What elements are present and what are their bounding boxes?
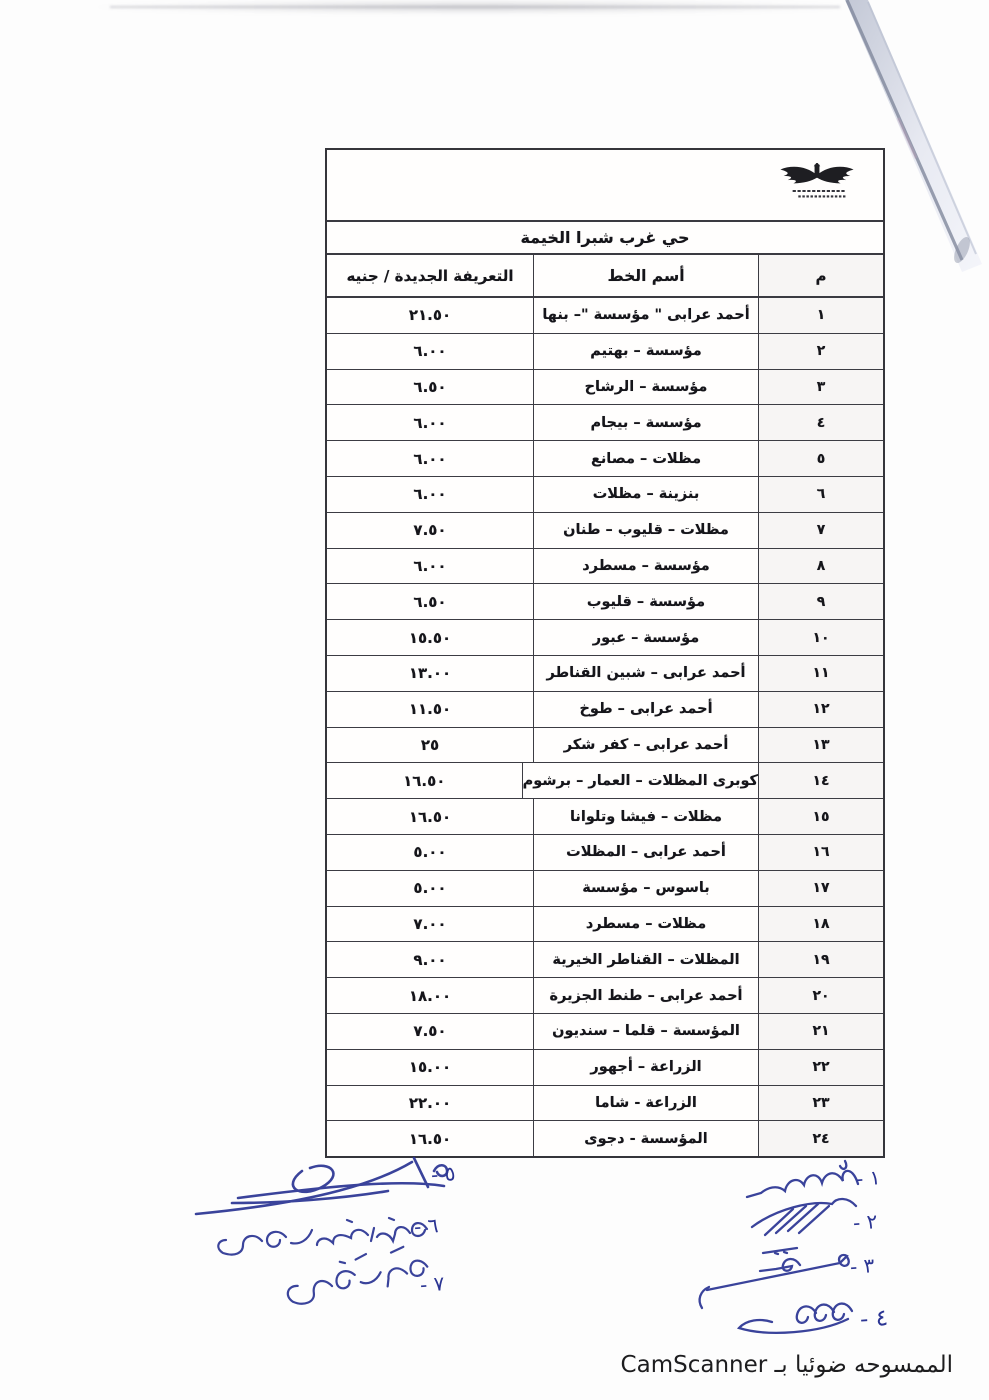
col-header-line-name: أسم الخط: [533, 255, 758, 296]
row-serial: ١٥: [758, 799, 883, 834]
row-tariff: ١٥.٥٠: [408, 628, 452, 647]
table-row: [327, 549, 883, 585]
row-line-name: مؤسسة – الرشاح: [533, 370, 758, 405]
signature-number-6: ٦ -: [413, 1213, 440, 1239]
row-serial: ١٩: [758, 942, 883, 977]
row-tariff: ١٦.٥٠: [408, 1129, 452, 1148]
row-serial: ١: [758, 298, 883, 333]
row-serial: ٦: [758, 477, 883, 512]
row-serial: ١٤: [758, 763, 883, 798]
table-row: [327, 477, 883, 513]
row-tariff: ٧.٥٠: [413, 1022, 447, 1041]
col-header-tariff: التعريفة الجديدة / جنيه: [346, 266, 514, 285]
col-header-serial: م: [758, 255, 883, 296]
row-tariff: ٢٥: [420, 735, 440, 754]
row-serial: ٩: [758, 584, 883, 619]
row-line-name: مظلات – مصانع: [533, 441, 758, 476]
table-row: [327, 620, 883, 656]
row-line-name: المظلات – القناطر الخيرية: [533, 942, 758, 977]
row-serial: ١٠: [758, 620, 883, 655]
table-row: [327, 405, 883, 441]
table-row: [327, 692, 883, 728]
table-row: [327, 298, 883, 334]
row-tariff: ٥.٠٠: [413, 879, 447, 898]
signature-number-2: ٢ -: [852, 1209, 879, 1235]
table-row: [327, 513, 883, 549]
table-row: [327, 1121, 883, 1156]
row-serial: ٣: [758, 370, 883, 405]
row-line-name: أحمد عرابى – شبين القناطر: [533, 656, 758, 691]
row-tariff: ٦.٠٠: [413, 449, 447, 468]
row-tariff: ٧.٠٠: [413, 914, 447, 933]
row-tariff: ١٦.٥٠: [403, 771, 446, 790]
row-tariff: ٦.٥٠: [413, 592, 447, 611]
logo-row: [327, 150, 883, 222]
row-serial: ٢٢: [758, 1050, 883, 1085]
row-line-name: مؤسسة – مسطرد: [533, 549, 758, 584]
camscanner-footer: الممسوحه ضوئيا بـ CamScanner: [620, 1352, 953, 1378]
signature-number-3: ٣ -: [849, 1253, 876, 1279]
row-serial: ٥: [758, 441, 883, 476]
row-line-name: المؤسسة - دجوى: [533, 1121, 758, 1156]
row-tariff: ١٨.٠٠: [408, 986, 452, 1005]
row-tariff: ٦.٠٠: [413, 556, 447, 575]
row-line-name: الزراعة - شاما: [533, 1086, 758, 1121]
signature-number-5: ٥ -: [430, 1161, 457, 1187]
row-line-name: مؤسسة – قليوب: [533, 584, 758, 619]
district-title: حي غرب شبرا الخيمة: [520, 228, 690, 247]
table-row: [327, 656, 883, 692]
table-row: [327, 441, 883, 477]
table-row: [327, 799, 883, 835]
row-line-name: أحمد عرابى – طنط الجزيرة: [533, 978, 758, 1013]
signature-number-7: ٧ -: [419, 1271, 446, 1297]
row-serial: ٢٤: [758, 1121, 883, 1156]
row-line-name: مظلات – فيشا وتلوانا: [533, 799, 758, 834]
row-serial: ٢١: [758, 1014, 883, 1049]
row-line-name: بنزينة – مظلات: [533, 477, 758, 512]
table-row: [327, 871, 883, 907]
row-line-name: أحمد عرابى – كفر شكر: [533, 728, 758, 763]
table-row: [327, 942, 883, 978]
row-line-name: مؤسسة – بهتيم: [533, 334, 758, 369]
table-row: [327, 370, 883, 406]
row-serial: ٢: [758, 334, 883, 369]
row-tariff: ٦.٥٠: [413, 377, 447, 396]
row-serial: ٨: [758, 549, 883, 584]
row-line-name: أحمد عرابى " مؤسسة "– بنها: [533, 298, 758, 333]
row-tariff: ١٣.٠٠: [408, 664, 452, 683]
row-serial: ٢٠: [758, 978, 883, 1013]
row-line-name: باسوس – مؤسسة: [533, 871, 758, 906]
row-tariff: ٩.٠٠: [413, 950, 447, 969]
row-serial: ١٦: [758, 835, 883, 870]
row-serial: ٢٣: [758, 1086, 883, 1121]
row-tariff: ٥.٠٠: [413, 843, 447, 862]
row-line-name: المؤسسة – قلما – سنديون: [533, 1014, 758, 1049]
table-row: [327, 1050, 883, 1086]
row-tariff: ٦.٠٠: [413, 342, 447, 361]
table-row: [327, 1086, 883, 1122]
table-row: [327, 978, 883, 1014]
signature-number-1: ١ -: [855, 1165, 882, 1191]
row-tariff: ١١.٥٠: [408, 700, 452, 719]
transport-authority-logo: [770, 163, 864, 215]
table-body: [327, 298, 883, 1156]
row-line-name: مؤسسة – بيجام: [533, 405, 758, 440]
table-row: [327, 728, 883, 764]
row-tariff: ٧.٥٠: [413, 521, 447, 540]
table-row: [327, 907, 883, 943]
tariff-table: [325, 148, 885, 1158]
row-tariff: ١٦.٥٠: [408, 807, 452, 826]
table-row: [327, 1014, 883, 1050]
row-line-name: الزراعة – أجهور: [533, 1050, 758, 1085]
row-serial: ١٨: [758, 907, 883, 942]
row-tariff: ٢١.٥٠: [408, 306, 452, 325]
title-row: [327, 222, 883, 255]
row-serial: ١٣: [758, 728, 883, 763]
row-line-name: مظلات – مسطرد: [533, 907, 758, 942]
row-line-name: كوبرى المظلات – العمار – برشوم: [522, 763, 758, 798]
table-row: [327, 334, 883, 370]
row-serial: ١١: [758, 656, 883, 691]
row-line-name: مظلات – قليوب – طنان: [533, 513, 758, 548]
row-tariff: ١٥.٠٠: [408, 1058, 452, 1077]
table-row: [327, 763, 883, 799]
row-tariff: ٢٢.٠٠: [408, 1093, 452, 1112]
row-serial: ١٧: [758, 871, 883, 906]
row-serial: ٤: [758, 405, 883, 440]
signature-number-4: ٤ -: [859, 1305, 889, 1333]
table-row: [327, 835, 883, 871]
row-line-name: مؤسسة – عبور: [533, 620, 758, 655]
row-serial: ٧: [758, 513, 883, 548]
scan-edge-line: [110, 6, 840, 8]
table-row: [327, 584, 883, 620]
row-line-name: أحمد عرابى – المظلات: [533, 835, 758, 870]
row-tariff: ٦.٠٠: [413, 413, 447, 432]
row-serial: ١٢: [758, 692, 883, 727]
row-line-name: أحمد عرابى – طوخ: [533, 692, 758, 727]
table-header-row: [327, 255, 883, 298]
row-tariff: ٦.٠٠: [413, 485, 447, 504]
